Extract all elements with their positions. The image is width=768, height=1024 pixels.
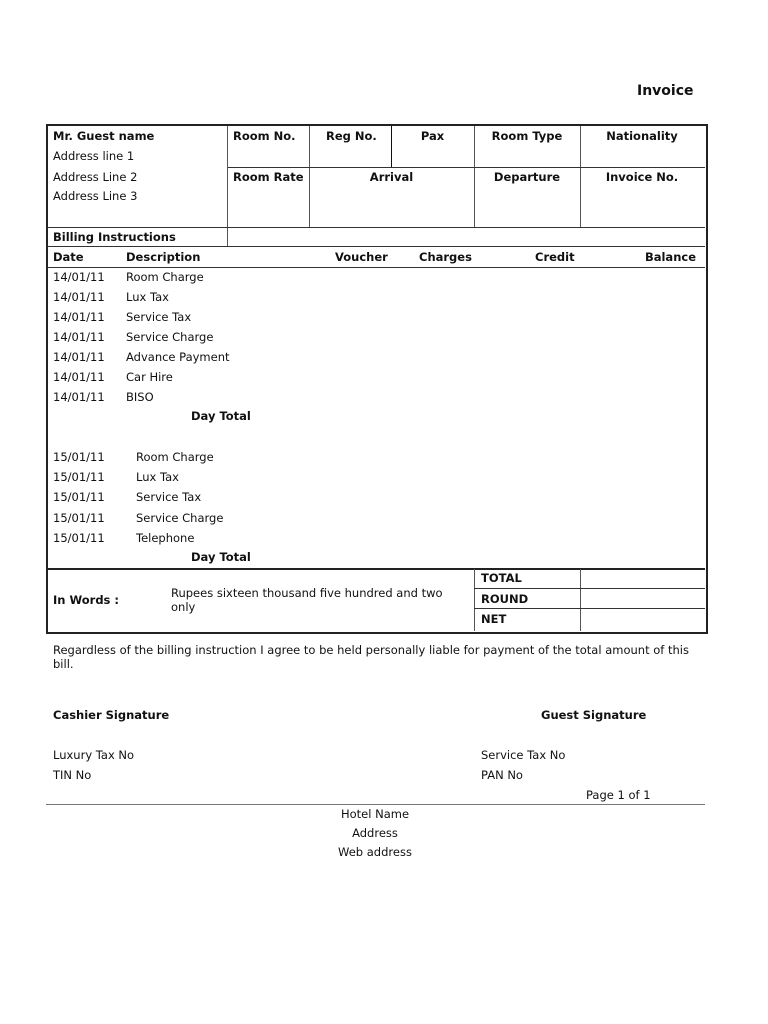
divider: [227, 126, 228, 247]
pax-label: Pax: [420, 129, 445, 143]
divider: [474, 608, 705, 609]
row-description: BISO: [126, 390, 154, 404]
billing-instructions-label: Billing Instructions: [53, 230, 176, 244]
luxury-tax-no: Luxury Tax No: [53, 748, 135, 762]
row-description: Car Hire: [126, 370, 173, 384]
row-description: Room Charge: [136, 450, 214, 464]
guest-signature: Guest Signature: [541, 708, 647, 722]
row-date: 15/01/11: [53, 470, 105, 485]
row-description: Service Tax: [126, 310, 192, 324]
row-description: Room Charge: [126, 270, 204, 284]
day-total: Day Total: [191, 409, 251, 423]
arrival-label: Arrival: [369, 170, 414, 184]
net-label: NET: [481, 612, 507, 626]
row-description: Lux Tax: [136, 470, 179, 485]
room-no-label: Room No.: [233, 129, 296, 143]
divider: [228, 167, 705, 168]
col-date: Date: [53, 250, 84, 264]
divider: [47, 227, 705, 228]
row-description: Advance Payment: [126, 350, 230, 364]
col-description: Description: [126, 250, 201, 264]
row-date: 14/01/11: [53, 390, 105, 404]
in-words-value: Rupees sixteen thousand five hundred and two only: [171, 586, 443, 614]
round-label: ROUND: [481, 592, 529, 606]
divider: [580, 569, 581, 631]
row-date: 14/01/11: [53, 290, 105, 304]
row-description: Telephone: [136, 530, 195, 545]
col-balance: Balance: [644, 250, 696, 264]
reg-no-label: Reg No.: [326, 129, 377, 143]
nationality-label: Nationality: [606, 129, 678, 143]
row-date: 15/01/11: [53, 490, 105, 505]
page-number: Page 1 of 1: [586, 788, 651, 802]
row-date: 14/01/11: [53, 310, 105, 324]
service-tax-no: Service Tax No: [481, 748, 566, 762]
address-line: Address line 1: [53, 149, 135, 163]
row-date: 15/01/11: [53, 510, 105, 525]
divider: [47, 568, 705, 570]
room-rate-label: Room Rate: [233, 170, 304, 184]
hotel-name: Hotel Name: [340, 807, 410, 821]
pan-no: PAN No: [481, 768, 523, 782]
row-description: Lux Tax: [126, 290, 169, 304]
row-date: 14/01/11: [53, 350, 105, 364]
row-description: Service Tax: [136, 490, 202, 505]
row-date: 15/01/11: [53, 530, 105, 545]
divider: [474, 588, 705, 589]
row-date: 14/01/11: [53, 330, 105, 344]
row-description: Service Charge: [136, 510, 224, 525]
row-date: 14/01/11: [53, 270, 105, 284]
web-address: Web address: [338, 845, 412, 859]
divider: [47, 267, 705, 268]
day-total: Day Total: [191, 550, 251, 564]
address-line: Address Line 3: [53, 189, 138, 203]
col-charges: Charges: [419, 250, 472, 264]
guest-name: Mr. Guest name: [53, 129, 155, 143]
divider: [474, 569, 475, 631]
in-words-label: In Words :: [53, 593, 119, 607]
col-voucher: Voucher: [335, 250, 388, 264]
invoice-title: Invoice: [637, 83, 694, 99]
disclaimer: Regardless of the billing instruction I agree to be held personally liable for payment of the total amount of this bill.: [53, 643, 689, 671]
invoice-no-label: Invoice No.: [605, 170, 679, 184]
row-date: 15/01/11: [53, 450, 105, 464]
tin-no: TIN No: [53, 768, 92, 782]
hotel-address: Address: [352, 826, 398, 840]
row-description: Service Charge: [126, 330, 214, 344]
address-line: Address Line 2: [53, 170, 138, 184]
col-credit: Credit: [535, 250, 575, 264]
divider: [47, 246, 705, 247]
footer-divider: [46, 804, 705, 805]
departure-label: Departure: [493, 170, 561, 184]
total-label: TOTAL: [481, 571, 522, 585]
room-type-label: Room Type: [491, 129, 563, 143]
cashier-signature: Cashier Signature: [53, 708, 170, 722]
row-date: 14/01/11: [53, 370, 105, 384]
